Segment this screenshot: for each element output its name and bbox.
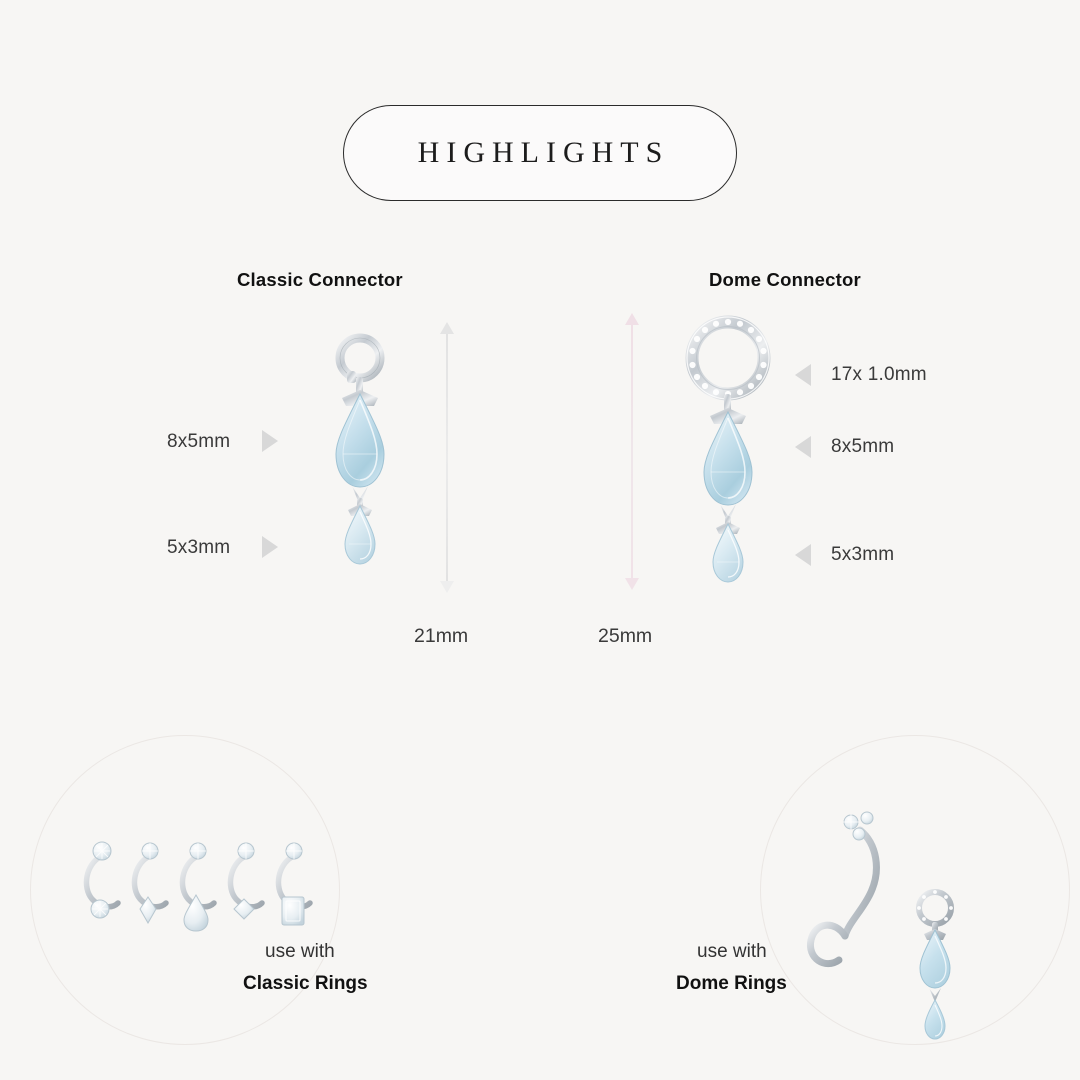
dome-rings-image — [805, 800, 985, 1010]
dome-use-with-label: use with — [697, 941, 767, 962]
classic-connector-image — [300, 330, 420, 590]
dome-bottom-stone-label: 5x3mm — [831, 544, 895, 565]
dome-top-stone-label: 8x5mm — [831, 436, 895, 457]
dome-pave-arrow-icon — [795, 364, 811, 386]
dome-connector-title: Dome Connector — [709, 269, 861, 290]
dome-top-stone-arrow-icon — [795, 436, 811, 458]
classic-top-stone-label: 8x5mm — [167, 431, 231, 452]
page-title: HIGHLIGHTS — [417, 136, 670, 169]
dome-bottom-stone-arrow-icon — [795, 544, 811, 566]
dome-connector-image — [668, 310, 793, 590]
dome-pave-label: 17x 1.0mm — [831, 364, 927, 385]
classic-rings-label: Classic Rings — [243, 973, 368, 994]
dome-total-length-label: 25mm — [598, 625, 653, 647]
dome-rings-label: Dome Rings — [676, 973, 787, 994]
classic-top-stone-arrow-icon — [262, 430, 278, 452]
classic-bottom-stone-label: 5x3mm — [167, 537, 231, 558]
classic-connector-title: Classic Connector — [237, 269, 403, 290]
classic-bottom-stone-arrow-icon — [262, 536, 278, 558]
classic-rings-image — [70, 835, 320, 935]
highlights-badge — [343, 105, 737, 201]
classic-total-length-label: 21mm — [414, 625, 469, 647]
classic-use-with-label: use with — [265, 941, 335, 962]
